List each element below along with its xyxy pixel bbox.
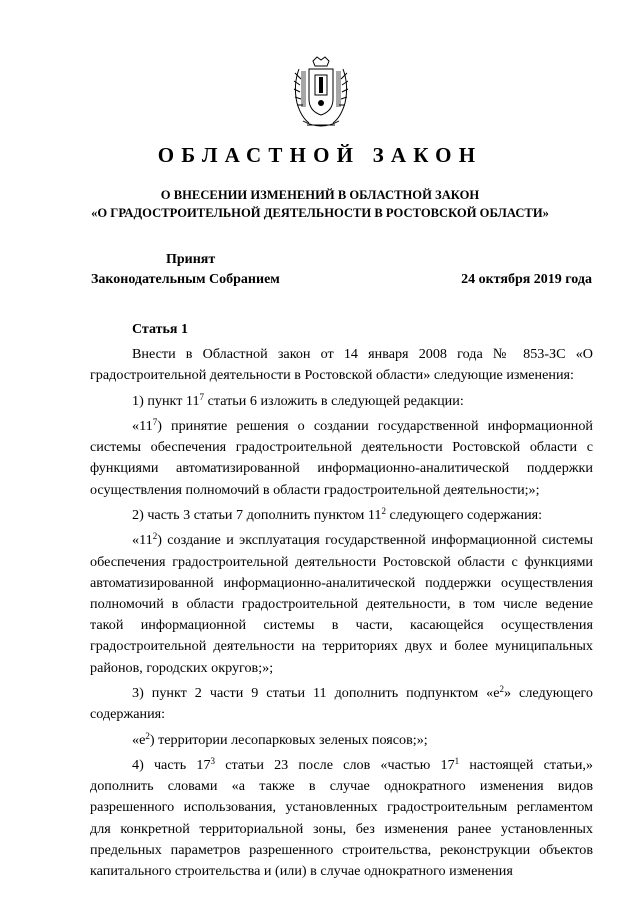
paragraph: Внести в Областной закон от 14 января 2008 года № 853-ЗС «О градостроительной деятельности в Ростовской области» следующие изменения: — [90, 346, 593, 384]
article-heading: Статья 1 — [132, 322, 188, 337]
paragraph: 3) пункт 2 части 9 статьи 11 дополнить подпунктом «$е^2$» следующего содержания: — [90, 683, 593, 723]
adopted-by: Законодательным Собранием — [91, 272, 280, 287]
paragraph: 4) часть $17^3$ статьи 23 после слов «частью $17^1$ настоящей статьи,» дополнить словами «а также в случае однократного изменения видов разрешенного использования, установленных градостроительным регламентом для конкретной территориальной зоны, без изменения ранее установленных предельных параметров разрешенного строительства, реконструкции объектов капитального строительства и (или) в случае однократного изменения — [90, 755, 593, 879]
article-body — [90, 344, 593, 886]
paragraph: «$11^7$) принятие решения о создании государственной информационной системы обеспечения градостроительной деятельности Ростовской области с функциями автоматизированной информационно-аналитической поддержки осуществления полномочий в области градостроительной деятельности;»; — [90, 416, 593, 498]
paragraph: «$е^2$) территории лесопарковых зеленых поясов;»; — [132, 730, 428, 748]
subtitle-line: «О ГРАДОСТРОИТЕЛЬНОЙ ДЕЯТЕЛЬНОСТИ В РОСТОВСКОЙ ОБЛАСТИ» — [91, 206, 549, 220]
paragraph: «$11^2$) создание и эксплуатация государственной информационной системы обеспечения градостроительной деятельности Ростовской области с функциями автоматизированной информационно-аналитической поддержки осуществления полномочий в области градостроительной деятельности, в том числе ведение такой информационной системы в части, касающейся осуществления градостроительной деятельности на территориях двух и более муниципальных районов, городских округов;»; — [90, 531, 593, 676]
subtitle-line: О ВНЕСЕНИИ ИЗМЕНЕНИЙ В ОБЛАСТНОЙ ЗАКОН — [160, 188, 480, 202]
paragraph: 1) пункт $11^7$ статьи 6 изложить в следующей редакции: — [132, 391, 464, 409]
adoption-date: 24 октября 2019 года — [461, 272, 592, 287]
adopted-label: Принят — [166, 252, 216, 267]
paragraph: 2) часть 3 статьи 7 дополнить пунктом $11^2$ следующего содержания: — [132, 505, 543, 523]
document-title: ОБЛАСТНОЙ ЗАКОН — [157, 143, 483, 167]
coat-of-arms-icon — [287, 55, 355, 131]
document-subtitle — [40, 186, 600, 222]
